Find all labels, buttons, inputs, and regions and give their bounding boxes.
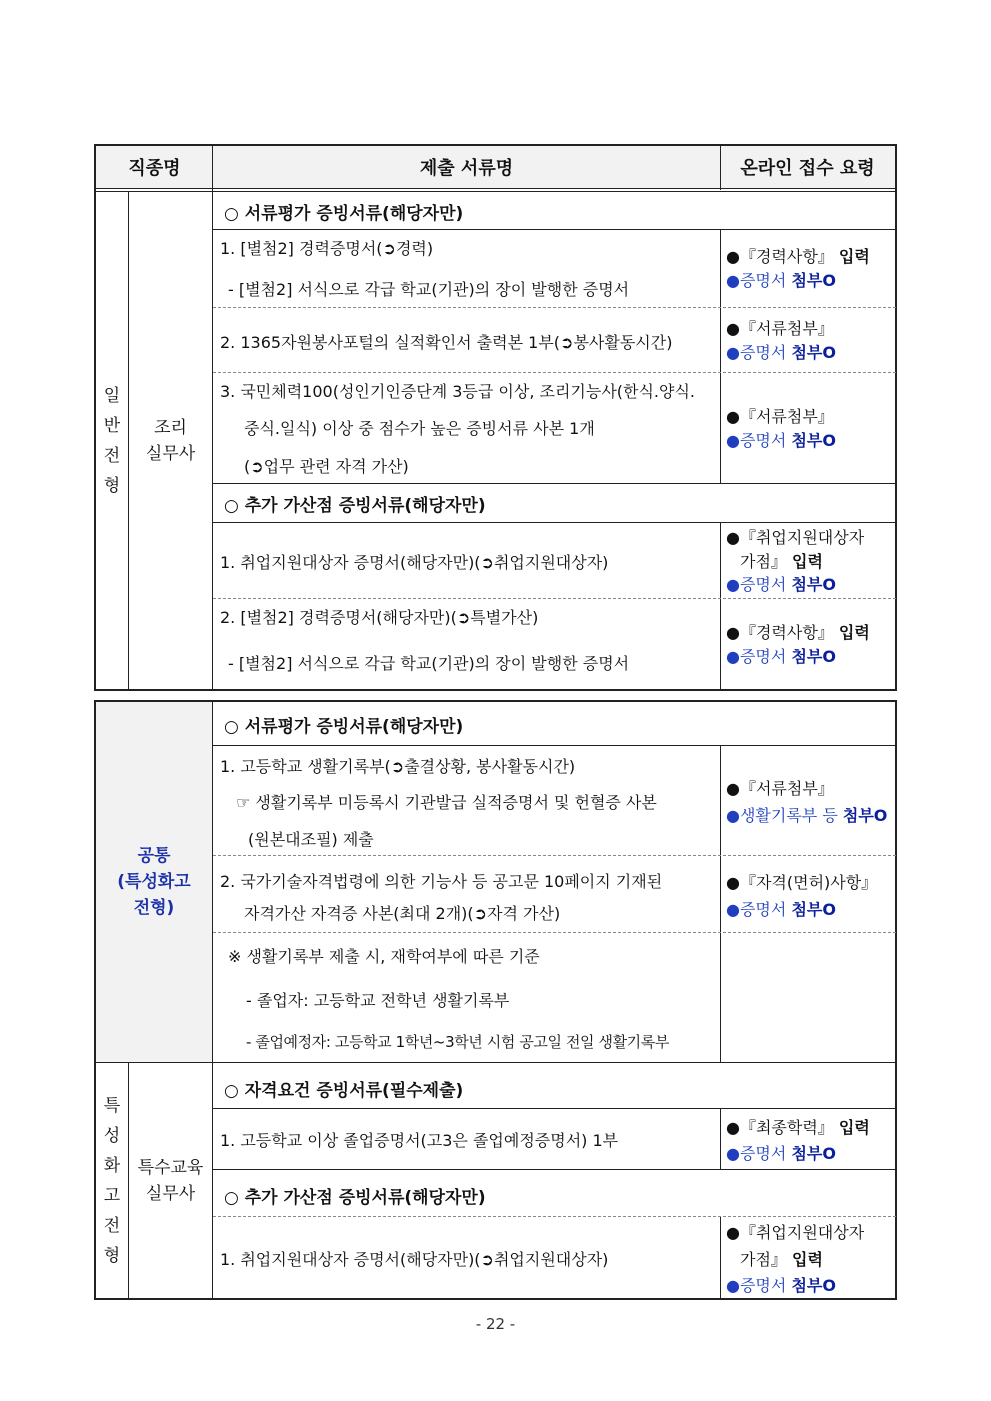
group-char: 일 <box>103 386 121 406</box>
guide-action: 첨부O <box>791 431 836 450</box>
doc-line: 1. 취업지원대상자 증명서(해당자만)(➲취업지원대상자) <box>220 553 609 572</box>
divider <box>213 1216 896 1217</box>
guide-text: 가점』 <box>740 552 787 571</box>
guide-text: ●증명서 <box>726 575 787 594</box>
guide-line <box>726 1273 836 1296</box>
guide-action: 입력 <box>792 1250 823 1269</box>
guide-line <box>726 1141 836 1164</box>
guide-text: ●『서류첨부』 <box>726 779 834 798</box>
divider <box>212 146 213 690</box>
doc-line: 2. 국가기술자격법령에 의한 기능사 등 공고문 10페이지 기재된 <box>220 872 663 891</box>
doc-line: 1. [별첨2] 경력증명서(➲경력) <box>220 239 434 258</box>
header-bottom-double-line <box>96 188 895 192</box>
group-char: 고 <box>103 1185 121 1206</box>
divider <box>720 146 721 190</box>
guide-line <box>726 404 834 427</box>
job-line: 실무사 <box>145 1183 196 1204</box>
guide-line <box>740 1247 823 1270</box>
group-char: 형 <box>103 476 121 496</box>
guide-action: 첨부O <box>842 806 888 825</box>
group-general-label <box>96 192 128 690</box>
section-title: ○ 서류평가 증빙서류(해당자만) <box>224 204 464 224</box>
guide-action: 첨부O <box>791 647 836 666</box>
job-cook-assistant <box>129 192 212 690</box>
doc-line: 3. 국민체력100(성인기인증단계 3등급 이상, 조리기능사(한식.양식. <box>220 382 696 401</box>
group-specialized-label <box>96 1063 128 1298</box>
divider <box>720 1216 721 1298</box>
guide-line <box>726 1220 864 1243</box>
guide-text: ●『서류첨부』 <box>726 407 834 426</box>
note-line: ※ 생활기록부 제출 시, 재학여부에 따른 기준 <box>228 947 540 966</box>
job-line: 실무사 <box>145 444 196 464</box>
doc-line: 2. 1365자원봉사포털의 실적확인서 출력본 1부(➲봉사활동시간) <box>220 333 673 352</box>
guide-text: ●증명서 <box>726 1276 787 1295</box>
doc-line: 중식.일식) 이상 중 점수가 높은 증빙서류 사본 1개 <box>244 419 595 438</box>
guide-text: ●『취업지원대상자 <box>726 1223 865 1242</box>
doc-line: (➲업무 관련 자격 가산) <box>244 457 409 476</box>
job-line: 조리 <box>154 418 187 438</box>
divider <box>213 307 896 308</box>
divider <box>720 745 721 1062</box>
header-online-guide: 온라인 접수 요령 <box>740 158 875 179</box>
common-line: 전형) <box>133 898 175 918</box>
guide-text: ●증명서 <box>726 1144 787 1163</box>
guide-line <box>726 644 836 667</box>
group-char: 전 <box>103 446 121 466</box>
divider <box>213 522 896 523</box>
page-number: - 22 - <box>475 1315 516 1333</box>
group-char: 성 <box>103 1125 121 1146</box>
guide-text: ●『자격(면허)사항』 <box>726 873 878 892</box>
section-title: ○ 자격요건 증빙서류(필수제출) <box>224 1081 464 1101</box>
guide-action: 입력 <box>838 1118 870 1137</box>
guide-line <box>726 620 870 643</box>
guide-text: ●증명서 <box>726 271 787 290</box>
section-title: ○ 추가 가산점 증빙서류(해당자만) <box>224 1188 486 1208</box>
header-document-name: 제출 서류명 <box>419 158 514 179</box>
divider <box>213 1108 896 1109</box>
group-char: 형 <box>103 1245 121 1266</box>
group-char: 특 <box>103 1095 121 1116</box>
divider <box>720 1109 721 1169</box>
guide-action: 입력 <box>838 623 870 642</box>
guide-line <box>726 1115 870 1138</box>
group-char: 반 <box>103 416 121 436</box>
guide-action: 첨부O <box>791 900 836 919</box>
header-job-title: 직종명 <box>128 158 181 179</box>
guide-line <box>726 870 877 893</box>
divider <box>213 1169 896 1170</box>
group-char: 전 <box>103 1215 121 1236</box>
doc-line: 자격가산 자격증 사본(최대 2개)(➲자격 가산) <box>244 904 561 923</box>
divider <box>213 932 896 933</box>
divider <box>213 372 896 373</box>
note-line: - 졸업예정자: 고등학교 1학년~3학년 시험 공고일 전일 생활기록부 <box>246 1033 669 1051</box>
guide-line <box>726 244 870 267</box>
guide-text: ●『경력사항』 <box>726 247 834 266</box>
guide-text: ●증명서 <box>726 900 787 919</box>
note-line: - 졸업자: 고등학교 전학년 생활기록부 <box>246 991 510 1010</box>
doc-line: 1. 고등학교 생활기록부(➲출결상황, 봉사활동시간) <box>220 757 576 776</box>
job-line: 특수교육 <box>137 1157 204 1178</box>
guide-line <box>726 268 836 291</box>
divider <box>720 522 721 690</box>
guide-text: ●『최종학력』 <box>726 1118 834 1137</box>
divider <box>720 230 721 483</box>
guide-text: 가점』 <box>740 1250 787 1269</box>
common-line: 공통 <box>137 846 171 866</box>
doc-line: ☞ 생활기록부 미등록시 기관발급 실적증명서 및 헌혈증 사본 <box>236 793 657 812</box>
doc-line: 1. 취업지원대상자 증명서(해당자만)(➲취업지원대상자) <box>220 1250 609 1269</box>
doc-line: (원본대조필) 제출 <box>248 830 374 849</box>
guide-line <box>726 340 836 363</box>
divider <box>96 1062 896 1063</box>
doc-line: 2. [별첨2] 경력증명서(해당자만)(➲특별가산) <box>220 608 539 627</box>
guide-action: 첨부O <box>791 343 836 362</box>
guide-line <box>726 572 836 595</box>
guide-line <box>726 525 864 548</box>
group-char: 화 <box>103 1155 121 1176</box>
divider <box>213 483 896 484</box>
guide-text: ●『서류첨부』 <box>726 319 834 338</box>
guide-text: ●증명서 <box>726 647 787 666</box>
divider <box>213 745 896 746</box>
guide-line <box>726 803 887 826</box>
guide-line <box>740 549 823 572</box>
guide-action: 입력 <box>792 552 823 571</box>
guide-action: 첨부O <box>791 1144 836 1163</box>
guide-action: 첨부O <box>791 271 836 290</box>
guide-text: ●『취업지원대상자 <box>726 528 865 547</box>
doc-line: - [별첨2] 서식으로 각급 학교(기관)의 장이 발행한 증명서 <box>228 280 630 299</box>
guide-text: ●증명서 <box>726 343 787 362</box>
divider <box>213 855 896 856</box>
guide-text: ●생활기록부 등 <box>726 806 838 825</box>
guide-action: 첨부O <box>791 1276 836 1295</box>
group-common-label <box>96 702 212 1062</box>
guide-text: ●『경력사항』 <box>726 623 834 642</box>
divider <box>212 702 213 1298</box>
guide-action: 입력 <box>838 247 870 266</box>
doc-line: - [별첨2] 서식으로 각급 학교(기관)의 장이 발행한 증명서 <box>228 654 630 673</box>
guide-text: ●증명서 <box>726 431 787 450</box>
guide-action: 첨부O <box>791 575 836 594</box>
doc-line: 1. 고등학교 이상 졸업증명서(고3은 졸업예정증명서) 1부 <box>220 1131 619 1150</box>
guide-line <box>726 776 834 799</box>
guide-line <box>726 316 834 339</box>
guide-line <box>726 897 836 920</box>
section-title: ○ 서류평가 증빙서류(해당자만) <box>224 717 464 737</box>
guide-line <box>726 428 836 451</box>
job-special-education-assistant <box>129 1063 212 1298</box>
section-title: ○ 추가 가산점 증빙서류(해당자만) <box>224 496 486 516</box>
divider <box>213 598 896 599</box>
divider <box>213 229 896 230</box>
common-line: (특성화고 <box>117 872 191 892</box>
